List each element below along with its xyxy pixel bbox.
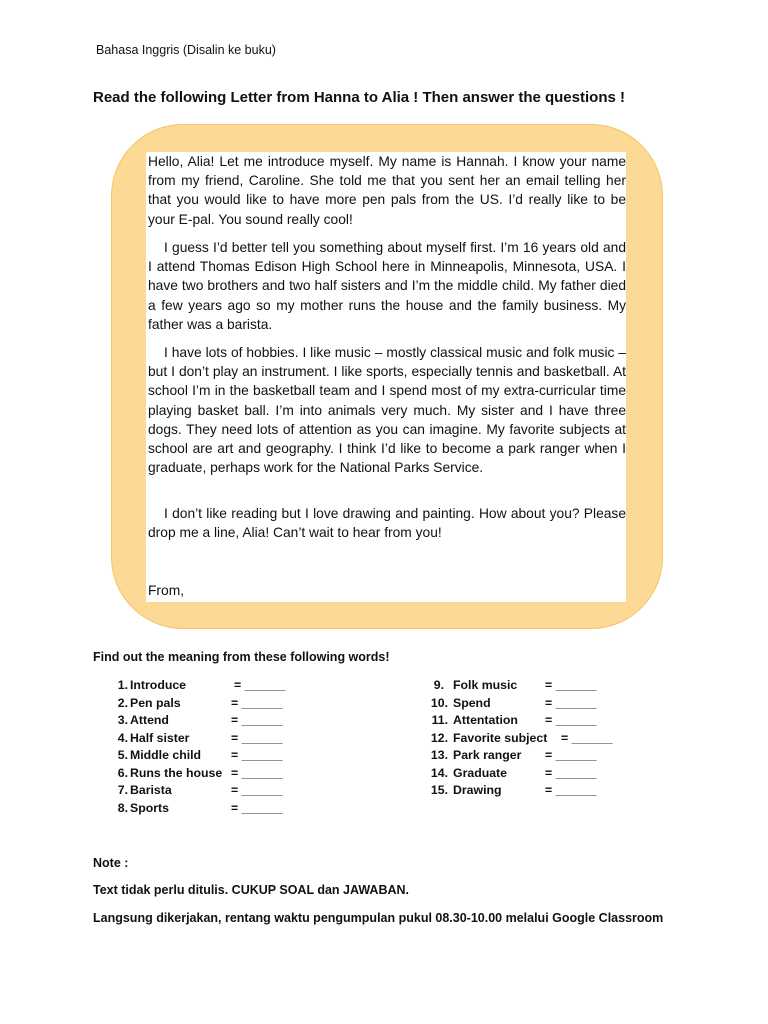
vocab-word: Half sister xyxy=(130,731,190,745)
letter-paragraph-3: I have lots of hobbies. I like music – mostly classical music and folk music – but I don’t play an instrument. I like sports, especially tennis and basketball. At school I’m in the basketball team and I spend most of my extra-curricular time playing basket ball. I’m into animals very much. My sister and I have three dogs. They need lots of attention as you can imagine. My favorite subjects at school are art and geography. I think I’d like to become a park ranger when I graduate, perhaps work for the National Parks Service. xyxy=(148,345,626,476)
vocab-item xyxy=(104,799,404,817)
header-note: Bahasa Inggris (Disalin ke buku) xyxy=(96,43,276,57)
vocab-item xyxy=(104,676,404,694)
vocab-answer-blank: = ______ xyxy=(545,678,597,692)
vocab-number: 4. xyxy=(117,731,128,745)
vocab-answer-blank: = ______ xyxy=(231,696,283,710)
vocab-item xyxy=(104,764,404,782)
vocab-item xyxy=(104,781,404,799)
vocab-answer-blank: = ______ xyxy=(234,678,286,692)
vocab-number: 14. xyxy=(430,766,448,780)
vocab-item xyxy=(104,746,404,764)
vocab-number: 6. xyxy=(117,766,128,780)
vocab-item xyxy=(420,729,720,747)
vocab-answer-blank: = ______ xyxy=(231,783,283,797)
vocab-word: Favorite subject xyxy=(453,731,548,745)
vocab-answer-blank: = ______ xyxy=(231,801,283,815)
vocab-word: Folk music xyxy=(453,678,518,692)
vocab-number: 12. xyxy=(430,731,448,745)
vocab-answer-blank: = ______ xyxy=(545,748,597,762)
vocab-word: Graduate xyxy=(453,766,507,780)
letter-paragraph-4: I don’t like reading but I love drawing and painting. How about you? Please drop me a line, Alia! Can’t wait to hear from you! xyxy=(148,506,626,541)
note-line-1: Text tidak perlu ditulis. CUKUP SOAL dan JAWABAN. xyxy=(93,883,410,897)
vocab-word: Runs the house xyxy=(130,766,223,780)
vocab-word: Spend xyxy=(453,696,491,710)
vocab-number: 11. xyxy=(431,713,448,727)
letter-closing: From, xyxy=(148,583,185,598)
vocab-number: 7. xyxy=(117,783,128,797)
vocab-item xyxy=(104,711,404,729)
vocab-word: Introduce xyxy=(130,678,187,692)
vocab-answer-blank: = ______ xyxy=(561,731,613,745)
vocabulary-title: Find out the meaning from these following words! xyxy=(93,650,390,664)
letter-body xyxy=(146,152,626,602)
vocab-answer-blank: = ______ xyxy=(545,713,597,727)
vocab-word: Sports xyxy=(130,801,169,815)
vocab-number: 2. xyxy=(117,696,128,710)
vocab-answer-blank: = ______ xyxy=(545,766,597,780)
vocab-word: Barista xyxy=(130,783,172,797)
vocab-item xyxy=(420,711,720,729)
vocab-number: 1. xyxy=(117,678,128,692)
vocab-word: Park ranger xyxy=(453,748,522,762)
vocab-number: 15. xyxy=(430,783,448,797)
vocab-item xyxy=(420,764,720,782)
vocab-number: 3. xyxy=(117,713,128,727)
vocab-number: 13. xyxy=(430,748,448,762)
vocab-word: Drawing xyxy=(453,783,502,797)
vocab-item xyxy=(104,694,404,712)
note-line-2: Langsung dikerjakan, rentang waktu pengumpulan pukul 08.30-10.00 melalui Google Classroom xyxy=(93,911,664,925)
vocab-item xyxy=(420,694,720,712)
vocab-number: 8. xyxy=(117,801,128,815)
vocab-item xyxy=(420,781,720,799)
vocab-answer-blank: = ______ xyxy=(231,713,283,727)
vocab-item xyxy=(420,746,720,764)
vocab-number: 9. xyxy=(433,678,444,692)
letter-paragraph-1: Hello, Alia! Let me introduce myself. My name is Hannah. I know your name from my friend, Caroline. She told me that you sent her an email telling her that you would like to have more pen pals from the US. I’d really like to be your E-pal. You sound really cool! xyxy=(148,154,626,227)
vocab-answer-blank: = ______ xyxy=(231,766,283,780)
vocab-word: Attend xyxy=(130,713,169,727)
vocab-word: Pen pals xyxy=(130,696,181,710)
vocab-answer-blank: = ______ xyxy=(545,783,597,797)
vocab-answer-blank: = ______ xyxy=(545,696,597,710)
vocab-word: Attentation xyxy=(453,713,518,727)
vocab-number: 10. xyxy=(430,696,448,710)
note-label: Note : xyxy=(93,856,129,870)
vocab-word: Middle child xyxy=(130,748,202,762)
vocab-answer-blank: = ______ xyxy=(231,731,283,745)
vocab-item xyxy=(420,676,720,694)
letter-paragraph-2: I guess I’d better tell you something about myself first. I’m 16 years old and I attend Thomas Edison High School here in Minneapolis, Minnesota, USA. I have two brothers and two half sisters and I’m the middle child. My father died a few years ago so my mother runs the house and the family business. My father was a barista. xyxy=(148,240,626,332)
vocab-item xyxy=(104,729,404,747)
vocab-number: 5. xyxy=(117,748,128,762)
main-instruction: Read the following Letter from Hanna to Alia ! Then answer the questions ! xyxy=(93,89,625,106)
vocab-answer-blank: = ______ xyxy=(231,748,283,762)
